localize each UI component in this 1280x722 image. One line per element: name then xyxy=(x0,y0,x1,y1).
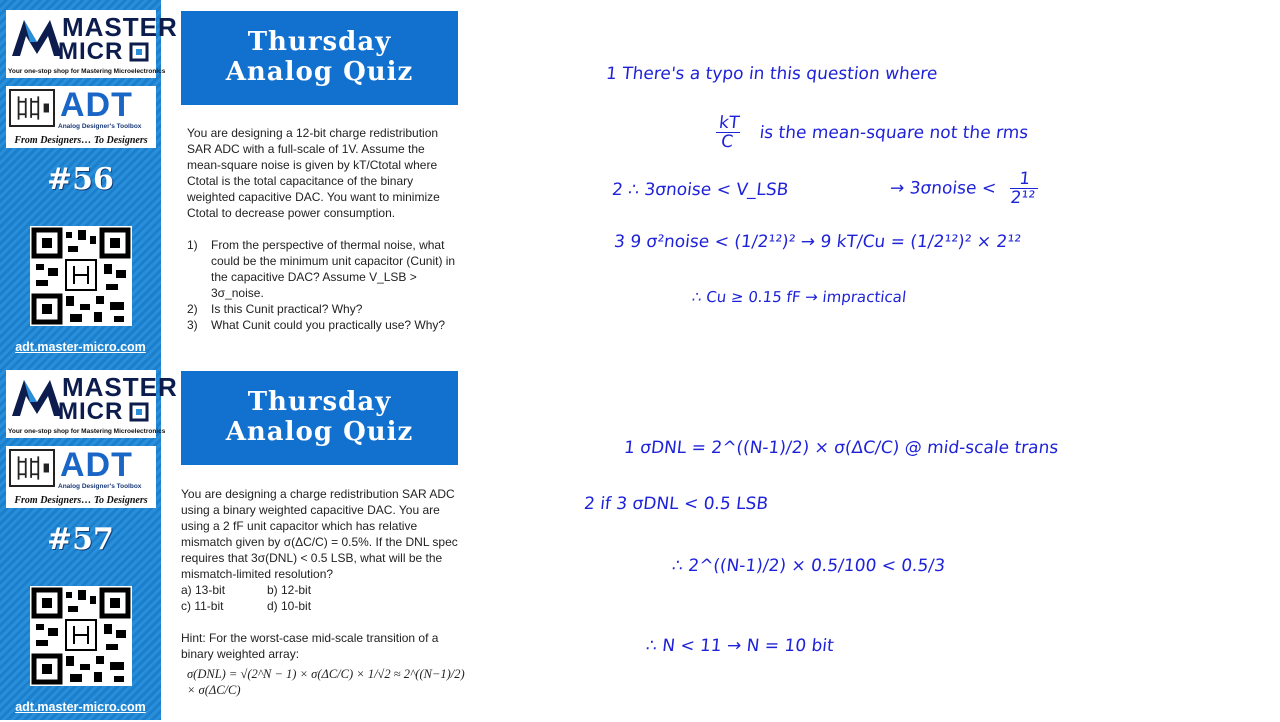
brand-micro: MICR xyxy=(58,38,124,65)
note-56-line4: 3 9 σ²noise < (1/2¹²)² → 9 kT/Cu = (1/2¹²)² × 2¹² xyxy=(612,232,1022,252)
note-57-line3: ∴ 2^((N-1)/2) × 0.5/100 < 0.5/3 xyxy=(670,556,946,576)
adt-logo xyxy=(6,86,156,148)
quiz-56-body xyxy=(187,125,457,333)
note-56-line5: ∴ Cu ≥ 0.15 fF → impractical xyxy=(691,288,908,306)
note-57-line4: ∴ N < 11 → N = 10 bit xyxy=(644,636,835,656)
note-text: → 3σnoise < xyxy=(888,178,998,199)
quiz-title-line1: Thursday xyxy=(247,27,392,57)
brand-adt-footer: From Designers… To Designers xyxy=(14,495,148,506)
quiz-number: #56 xyxy=(47,162,114,197)
quiz-56-questions xyxy=(187,237,457,333)
brand-tagline: Your one-stop shop for Mastering Microelectronics xyxy=(8,428,166,435)
note-57-line1: 1 σDNL = 2^((N-1)/2) × σ(ΔC/C) @ mid-scale trans xyxy=(622,438,1060,458)
list-item xyxy=(187,237,457,301)
frac-top: kT xyxy=(717,113,741,133)
quiz-title-line2: Analog Quiz xyxy=(225,417,414,447)
master-micro-logo xyxy=(6,10,178,78)
adt-logo xyxy=(6,446,156,508)
brand-adt-footer: From Designers… To Designers xyxy=(14,135,148,146)
choice-d: d) 10-bit xyxy=(267,599,312,613)
quiz-number: #57 xyxy=(47,522,114,557)
brand-micro: MICR xyxy=(58,398,124,425)
frac-top: 1 xyxy=(1009,170,1039,189)
question-number: 3) xyxy=(187,318,198,332)
one-over-2-12-fraction xyxy=(1008,170,1040,207)
chip-icon xyxy=(128,401,150,423)
list-item xyxy=(187,301,457,317)
brand-adt-subtitle: Analog Designer's Toolbox xyxy=(58,123,142,130)
master-micro-m-icon xyxy=(10,376,64,418)
sidebar-panel-57 xyxy=(0,362,178,722)
kt-over-c-fraction xyxy=(714,114,742,151)
frac-bot: C xyxy=(720,132,735,152)
quiz-banner-56 xyxy=(181,11,458,105)
choice-a: a) 13-bit xyxy=(181,583,226,597)
brand-adt: ADT xyxy=(60,86,133,124)
quiz-57-body xyxy=(181,486,465,698)
frac-bot: 2¹² xyxy=(1009,188,1037,208)
note-56-line2 xyxy=(714,114,1030,151)
qr-code-icon[interactable] xyxy=(30,226,132,326)
note-56-line3b xyxy=(888,170,1040,207)
brand-master: MASTER xyxy=(62,372,178,402)
question-text: Is this Cunit practical? Why? xyxy=(211,302,363,316)
question-number: 1) xyxy=(187,238,198,252)
quiz-57-formula: σ(DNL) = √(2^N − 1) × σ(ΔC/C) × 1/√2 ≈ 2^((N−1)/2) × σ(ΔC/C) xyxy=(187,667,465,697)
brand-tagline: Your one-stop shop for Mastering Microelectronics xyxy=(8,68,166,75)
quiz-57-intro: You are designing a charge redistribution SAR ADC using a binary weighted capacitive DAC. You are using a 2 fF unit capacitor which has relative mismatch given by σ(ΔC/C) = 0.5%. If the DNL spec requires that 3σ(DNL) < 0.5 LSB, what will be the mismatch-limited resolution? xyxy=(181,487,458,581)
quiz-title-line1: Thursday xyxy=(247,387,392,417)
sidebar-panel-56 xyxy=(0,0,178,360)
website-link[interactable]: adt.master-micro.com xyxy=(15,700,146,714)
transistor-schematic-icon xyxy=(9,449,55,487)
question-text: From the perspective of thermal noise, what could be the minimum unit capacitor (Cunit) in the capacitive DAC? Assume V_LSB > 3σ_noise. xyxy=(211,238,456,300)
question-number: 2) xyxy=(187,302,198,316)
question-text: What Cunit could you practically use? Why? xyxy=(211,318,446,332)
transistor-schematic-icon xyxy=(9,89,55,127)
list-item xyxy=(187,317,457,333)
master-micro-m-icon xyxy=(10,16,64,58)
brand-adt-subtitle: Analog Designer's Toolbox xyxy=(58,483,142,490)
qr-code-icon[interactable] xyxy=(30,586,132,686)
quiz-57-hint: Hint: For the worst-case mid-scale transition of a binary weighted array: xyxy=(181,631,439,661)
quiz-56-intro: You are designing a 12-bit charge redistribution SAR ADC with a full-scale of 1V. Assume the mean-square noise is given by kT/Ctotal where Ctotal is the total capacitance of the binary weighted capacitive DAC. You want to minimize Ctotal to decrease power consumption. xyxy=(187,126,440,220)
master-micro-logo xyxy=(6,370,178,438)
note-56-line3a: 2 ∴ 3σnoise < V_LSB xyxy=(610,180,790,200)
note-text: is the mean-square not the rms xyxy=(758,122,1030,143)
sidebar xyxy=(0,0,178,720)
quiz-banner-57 xyxy=(181,371,458,465)
note-57-line2: 2 if 3 σDNL < 0.5 LSB xyxy=(582,494,770,514)
quiz-title-line2: Analog Quiz xyxy=(225,57,414,87)
choice-c: c) 11-bit xyxy=(181,599,224,613)
website-link[interactable]: adt.master-micro.com xyxy=(15,340,146,354)
note-56-line1: 1 There's a typo in this question where xyxy=(604,64,939,84)
brand-master: MASTER xyxy=(62,12,178,42)
quiz-57-choices xyxy=(181,582,465,614)
chip-icon xyxy=(128,41,150,63)
brand-adt: ADT xyxy=(60,446,133,484)
choice-b: b) 12-bit xyxy=(267,583,312,597)
